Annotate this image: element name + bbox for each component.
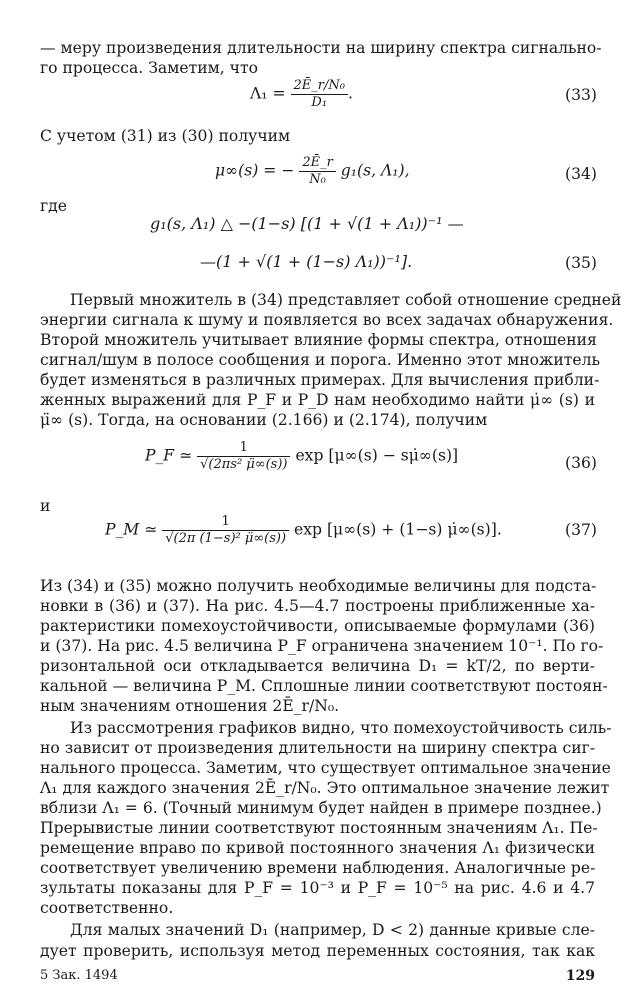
text-line: Λ₁ для каждого значения 2Ē_r/N₀. Это оптимальное значение лежит (40, 779, 610, 797)
text-line: новки в (36) и (37). На рис. 4.5—4.7 построены приближенные ха- (40, 597, 595, 615)
text-line: вблизи Λ₁ = 6. (Точный минимум будет найден в примере позднее.) (40, 799, 602, 817)
text-line: Из (34) и (35) можно получить необходимые величины для подста- (40, 577, 597, 595)
text-line: будет изменяться в различных примерах. Для вычисления прибли- (40, 371, 600, 389)
footer-signature: 5 Зак. 1494 (40, 968, 118, 983)
text-line: — меру произведения длительности на ширину спектра сигнально- (40, 39, 602, 57)
text-line: и (37). На рис. 4.5 величина P_F ограничена значением 10⁻¹. По го- (40, 637, 604, 655)
text-line: Для малых значений D₁ (например, D < 2) данные кривые сле- (70, 921, 595, 939)
equation-number: (36) (564, 454, 597, 472)
text-line: Из рассмотрения графиков видно, что помехоустойчивость силь- (70, 719, 612, 737)
equation-33: Λ₁ = $\frac{\text{2Ē\_r/N₀}}{\text{D₁}}$ . (250, 78, 353, 110)
equation-36: P_F ≃ $\frac{1}{\text{√(2πs² μ̈∞(s))}}$ exp [μ∞(s) − sμ̇∞(s)] (145, 440, 459, 472)
equation-number: (37) (564, 521, 597, 539)
text-line: кальной — величина P_M. Сплошные линии соответствуют постоян- (40, 677, 608, 695)
text-line: соответствует увеличению времени наблюдения. Аналогичные ре- (40, 859, 596, 877)
equation-35-line2: —(1 + √(1 + (1−s) Λ₁))⁻¹]. (200, 252, 413, 271)
text-line: ным значениям отношения 2Ē_r/N₀. (40, 697, 340, 715)
text-line: С учетом (31) из (30) получим (40, 127, 291, 145)
text-line: μ̈∞ (s). Тогда, на основании (2.166) и (2.174), получим (40, 411, 488, 429)
text-line: соответственно. (40, 899, 174, 917)
text-line: нального процесса. Заметим, что существует оптимальное значение (40, 759, 611, 777)
text-line: рактеристики помехоустойчивости, описываемые формулами (36) (40, 617, 595, 635)
equation-number: (34) (564, 165, 597, 183)
equation-34: μ∞(s) = − $\frac{2Ē\_r}{\text{N₀}}$ g₁(s, Λ₁), (215, 155, 410, 187)
equation-37: P_M ≃ $\frac{1}{\text{√(2π (1−s)² μ̈∞(s))}}$ exp [μ∞(s) + (1−s) μ̇∞(s)]. (105, 514, 502, 546)
last-line: дует проверить, используя метод переменных состояния, так как (40, 942, 595, 960)
text-line: но зависит от произведения длительности на ширину спектра сиг- (40, 739, 596, 757)
text-line: го процесса. Заметим, что (40, 59, 258, 77)
text-line: женных выражений для P_F и P_D нам необходимо найти μ̇∞ (s) и (40, 391, 595, 409)
equation-35-line1: g₁(s, Λ₁) △ −(1−s) [(1 + √(1 + Λ₁))⁻¹ — (150, 214, 464, 233)
page-footer-row (40, 968, 595, 983)
text-line: ризонтальной оси откладывается величина D₁ = kT/2, по верти- (40, 657, 595, 675)
text-line: Первый множитель в (34) представляет собой отношение средней (70, 291, 622, 309)
text-line: ремещение вправо по кривой постоянного значения Λ₁ физически (40, 839, 595, 857)
text-line: энергии сигнала к шуму и появляется во всех задачах обнаружения. (40, 311, 614, 329)
text-line: Прерывистые линии соответствуют постоянным значениям Λ₁. Пе- (40, 819, 598, 837)
page-number: 129 (565, 968, 595, 984)
text-line: где (40, 197, 67, 215)
equation-number: (35) (564, 254, 597, 272)
text-line: и (40, 497, 51, 515)
text-line: зультаты показаны для P_F = 10⁻³ и P_F = 10⁻⁵ на рис. 4.6 и 4.7 (40, 879, 595, 897)
text-line: Второй множитель учитывает влияние формы спектра, отношения (40, 331, 597, 349)
equation-number: (33) (564, 86, 597, 104)
text-line: сигнал/шум в полосе сообщения и порога. Именно этот множитель (40, 351, 601, 369)
